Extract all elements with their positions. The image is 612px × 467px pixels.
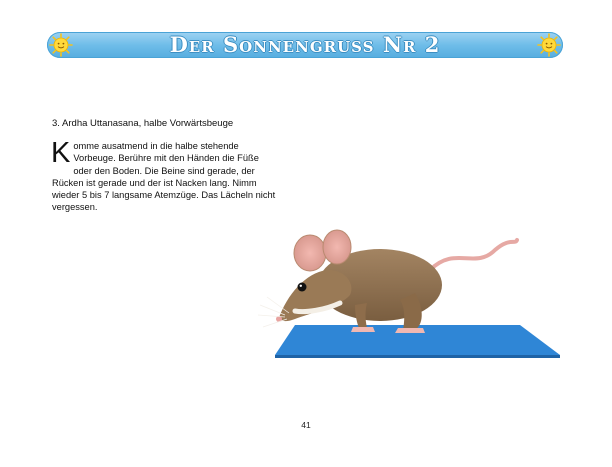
mouse-head [279, 270, 351, 321]
title-banner [47, 32, 563, 58]
page-title: Der Sonnengruss Nr 2 [169, 32, 441, 57]
body-paragraph [51, 137, 277, 214]
section-heading: 3. Ardha Uttanasana, halbe Vorwärtsbeuge [52, 118, 234, 129]
page-number: 41 [301, 420, 311, 430]
mouse-tail [430, 240, 517, 270]
sun-icon [537, 33, 561, 57]
dropcap: K [51, 137, 71, 169]
paragraph-text: omme ausatmend in die halbe stehende Vorbeuge. Berühre mit den Händen die Füße oder den Boden. Die Beine sind gerade, der Rücken ist gerade und der ist Nacken lang. Nimm wieder 5 bis 7 langsame Atemzüge. Das Lächeln nicht vergessen. [52, 141, 276, 213]
mouse-ear [294, 235, 326, 271]
mouse-eye [298, 283, 307, 292]
mouse-ear [323, 230, 351, 264]
mouse-yoga-illustration [255, 215, 565, 365]
